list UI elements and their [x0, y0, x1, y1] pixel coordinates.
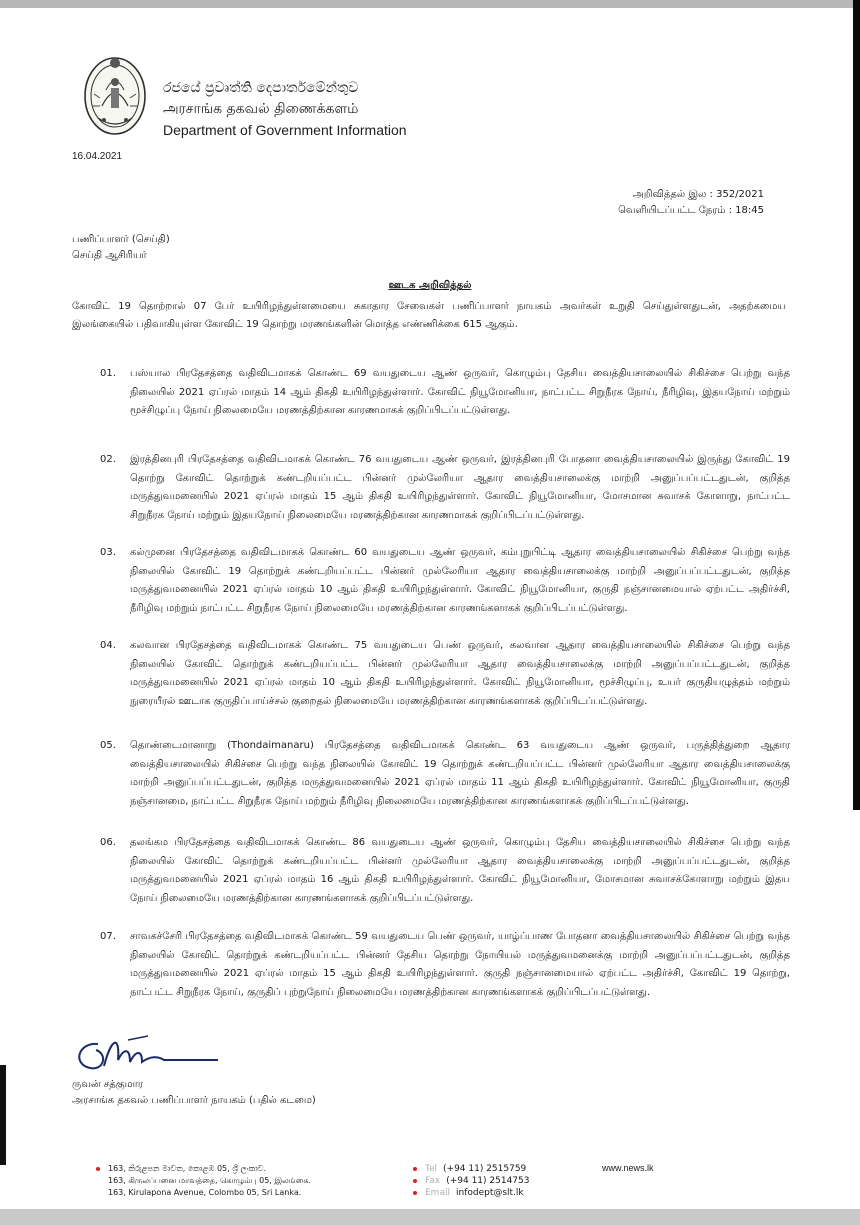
addressee-line-2: செய்தி ஆசிரியர் [72, 250, 147, 261]
release-reference [618, 187, 764, 219]
heading-text: ஊடக அறிவித்தல் [388, 280, 472, 291]
handwritten-signature-icon [68, 1030, 228, 1080]
scan-left-mark [0, 1065, 6, 1165]
document-date: 16.04.2021 [72, 151, 123, 162]
signatory-title: அரசாங்க தகவல் பணிப்பாளர் நாயகம் (பதில் கடமை) [72, 1095, 316, 1106]
item-number: 01. [100, 368, 116, 379]
bullet-icon [413, 1191, 417, 1195]
item-number: 04. [100, 640, 116, 651]
address-english: 163, Kirulapona Avenue, Colombo 05, Sri Lanka. [108, 1188, 302, 1197]
email-address: infodept@slt.lk [455, 1188, 524, 1198]
addressee-line-1: பணிப்பாளர் (செய்தி) [72, 234, 170, 245]
addressee-block [72, 232, 170, 264]
intro-paragraph: கோவிட் 19 தொற்றால் 07 பேர் உயிரிழந்துள்ளமையை சுகாதார சேவைகள் பணிப்பாளர் நாயகம் அவர்கள் உறுதி செய்துள்ளதுடன், அதற்கமைய இலங்கையில் பதிவாகியுள்ள கோவிட் 19 தொற்று மரணங்களின் மொத்த எண்ணிக்கை 615 ஆகும். [72, 301, 786, 330]
item-text: சாவகச்சேரி பிரதேசத்தை வதிவிடமாகக் கொண்ட 59 வயதுடைய பெண் ஒருவர், யாழ்ப்பாண போதனா வைத்தியசாலையில் சிகிச்சை பெற்று வந்த நிலையில் கோவிட் தொற்றுக் கண்டறியப்பட்ட பின்னர் தேசிய தொற்று நோயியல் மருத்துவமனைக்கு மாற்றி அனுப்பப்பட்டதுடன், குறித்த மருத்துவமனையில் 2021 ஏப்ரல் மாதம் 15 ஆம் திகதி உயிரிழந்துள்ளார். குருதி நஞ்சானமையால் ஏற்பட்ட அதிர்ச்சி, கோவிட் 19 தொற்று, நாட்பட்ட சிறுநீரக நோய், குருதிப் புற்றுநோய் நிலைமையே மரணத்திற்கான காரணங்களாகக் குறிப்பிடப்பட்டுள்ளது. [130, 931, 790, 998]
signatory-block [72, 1077, 316, 1109]
item-text: தொண்டைமானாறு (Thondaimanaru) பிரதேசத்தை வதிவிடமாகக் கொண்ட 63 வயதுடைய ஆண் ஒருவர், பருத்தித்துறை ஆதார வைத்தியசாலையில் சிகிச்சை பெற்று வந்த நிலையில் கோவிட் 19 தொற்றுக் கண்டறியப்பட்ட பின்னர் முல்லேரியா ஆதார வைத்தியசாலைக்கு மாற்றி அனுப்பப்பட்டதுடன், குறித்த மருத்துவமனையில் 2021 ஏப்ரல் மாதம் 11 ஆம் திகதி உயிரிழந்துள்ளார். கோவிட் நியூமோனியா, குருதி நஞ்சானமை, நாட்பட்ட சிறுநீரக நோய் மற்றும் நீரிழிவு நிலைமையே மரணத்திற்கான காரணங்களாகக் குறிப்பிடப்பட்டுள்ளது. [130, 740, 790, 807]
dept-name-sinhala: රජයේ ප්‍රවෘත්ති දෙපාර්තමේන්තුව [163, 80, 359, 96]
item-number: 02. [100, 454, 116, 465]
signatory-name: ருவன் சத்குமார [72, 1079, 144, 1090]
bullet-icon [96, 1167, 100, 1171]
bullet-icon [413, 1179, 417, 1183]
footer-contacts [413, 1163, 529, 1199]
item-number: 03. [100, 547, 116, 558]
item-text: கலவான பிரதேசத்தை வதிவிடமாகக் கொண்ட 75 வயதுடைய பெண் ஒருவர், கலவான ஆதார வைத்தியசாலையில் சிகிச்சை பெற்று வந்த நிலையில் கோவிட் தொற்றுக் கண்டறியப்பட்ட பின்னர் முல்லேரியா ஆதார வைத்தியசாலைக்கு மாற்றி அனுப்பப்பட்டதுடன், குறித்த மருத்துவமனையில் 2021 ஏப்ரல் மாதம் 10 ஆம் திகதி உயிரிழந்துள்ளார். கோவிட் நியூமோனியா, மூச்சிழுப்பு, உயர் குருதியழுத்தம் மற்றும் நுரையீரல் ஊடாக குருதிப்பாய்ச்சல் குறைதல் நிலைமையே மரணத்திற்கான காரணங்களாகக் குறிப்பிடப்பட்டுள்ளது. [130, 640, 790, 707]
item-text: கல்முனை பிரதேசத்தை வதிவிடமாகக் கொண்ட 60 வயதுடைய ஆண் ஒருவர், கம்புறுபிட்டி ஆதார வைத்தியசாலையில் சிகிச்சை பெற்று வந்த நிலையில் கோவிட் 19 தொற்றுக் கண்டறியப்பட்ட பின்னர் முல்லேரியா ஆதார வைத்தியசாலைக்கு மாற்றி அனுப்பப்பட்டதுடன், குறித்த மருத்துவமனையில் 2021 ஏப்ரல் மாதம் 10 ஆம் திகதி உயிரிழந்துள்ளார். கோவிட் நியூமோனியா, குருதி நஞ்சானமையால் ஏற்பட்ட அதிர்ச்சி, நீரிழிவு மற்றும் நாட்பட்ட சிறுநீரக நோய் நிலைமையே மரணத்திற்கான காரணங்களாகக் குறிப்பிடப்பட்டுள்ளது. [130, 547, 790, 614]
footer-address [96, 1163, 311, 1199]
scan-bottom-edge [0, 1209, 860, 1225]
website-link[interactable]: www.news.lk [602, 1163, 654, 1173]
government-emblem-icon [80, 50, 150, 138]
media-notice-heading [0, 280, 860, 292]
item-number: 05. [100, 740, 116, 751]
scan-right-edge [853, 0, 860, 810]
email-label: Email [425, 1188, 450, 1198]
scan-top-edge [0, 0, 860, 8]
release-time: வெளியிடப்பட்ட நேரம் : 18:45 [618, 205, 764, 216]
item-text: தலங்கம பிரதேசத்தை வதிவிடமாகக் கொண்ட 86 வயதுடைய ஆண் ஒருவர், கொழும்பு தேசிய வைத்தியசாலையில் சிகிச்சை பெற்று வந்த நிலையில் கோவிட் தொற்றுக் கண்டறியப்பட்ட பின்னர் முல்லேரியா ஆதார வைத்தியசாலைக்கு மாற்றி அனுப்பப்பட்டதுடன், குறித்த மருத்துவமனையில் 2021 ஏப்ரல் மாதம் 16 ஆம் திகதி உயிரிழந்துள்ளார். கோவிட் நியூமோனியா, மோசமான சுவாசக்கோளாறு மற்றும் இதய நோய் நிலைமையே மரணத்திற்கான காரணங்களாகக் குறிப்பிடப்பட்டுள்ளது. [130, 837, 790, 904]
phone-number: (+94 11) 2515759 [443, 1164, 527, 1174]
release-number: அறிவித்தல் இல : 352/2021 [632, 189, 764, 200]
dept-name-tamil: அரசாங்க தகவல் திணைக்களம் [163, 101, 359, 117]
phone-label: Tel [425, 1164, 438, 1174]
item-number: 06. [100, 837, 116, 848]
address-sinhala: 163, කිරුළපන මාවත, කොළඹ 05, ශ්‍රී ලංකාව. [108, 1164, 267, 1173]
bullet-icon [413, 1167, 417, 1171]
fax-number: (+94 11) 2514753 [446, 1176, 530, 1186]
address-tamil: 163, கிருலப்பனை மாவத்தை, கொழும்பு 05, இலங்கை. [108, 1176, 312, 1185]
item-number: 07. [100, 931, 116, 942]
department-heading [163, 78, 407, 141]
fax-label: Fax [425, 1176, 441, 1186]
item-text: இரத்தினபுரி பிரதேசத்தை வதிவிடமாகக் கொண்ட 76 வயதுடைய ஆண் ஒருவர், இரத்தினபுரி போதனா வைத்தியசாலையில் இருந்து கோவிட் 19 தொற்று கோவிட் தொற்றுக் கண்டறியப்பட்ட பின்னர் முல்லேரியா ஆதார வைத்தியசாலைக்கு மாற்றி அனுப்பப்பட்டதுடன், குறித்த மருத்துவமனையில் 2021 ஏப்ரல் மாதம் 15 ஆம் திகதி உயிரிழந்துள்ளார். கோவிட் நியூமோனியா, மோசமான சுவாசக் கோளாறு, நாட்பட்ட சிறுநீரக நோய் மற்றும் இதயநோய் நிலைமையே மரணத்திற்கான காரணமாகக் குறிப்பிடப்பட்டுள்ளது. [130, 454, 790, 521]
item-text: பஸ்யால பிரதேசத்தை வதிவிடமாகக் கொண்ட 69 வயதுடைய ஆண் ஒருவர், கொழும்பு தேசிய வைத்தியசாலையில் சிகிச்சை பெற்று வந்த நிலையில் 2021 ஏப்ரல் மாதம் 14 ஆம் திகதி உயிரிழந்துள்ளார். கோவிட் நியூமோனியா, நாட்பட்ட சிறுநீரக நோய், நீரிழிவு, இதயநோய் மற்றும் மூச்சிழுப்பு நோய் நிலைமையே மரணத்திற்கான காரணமாகக் குறிப்பிடப்பட்டுள்ளது. [130, 368, 790, 417]
dept-name-english: Department of Government Information [163, 122, 407, 138]
